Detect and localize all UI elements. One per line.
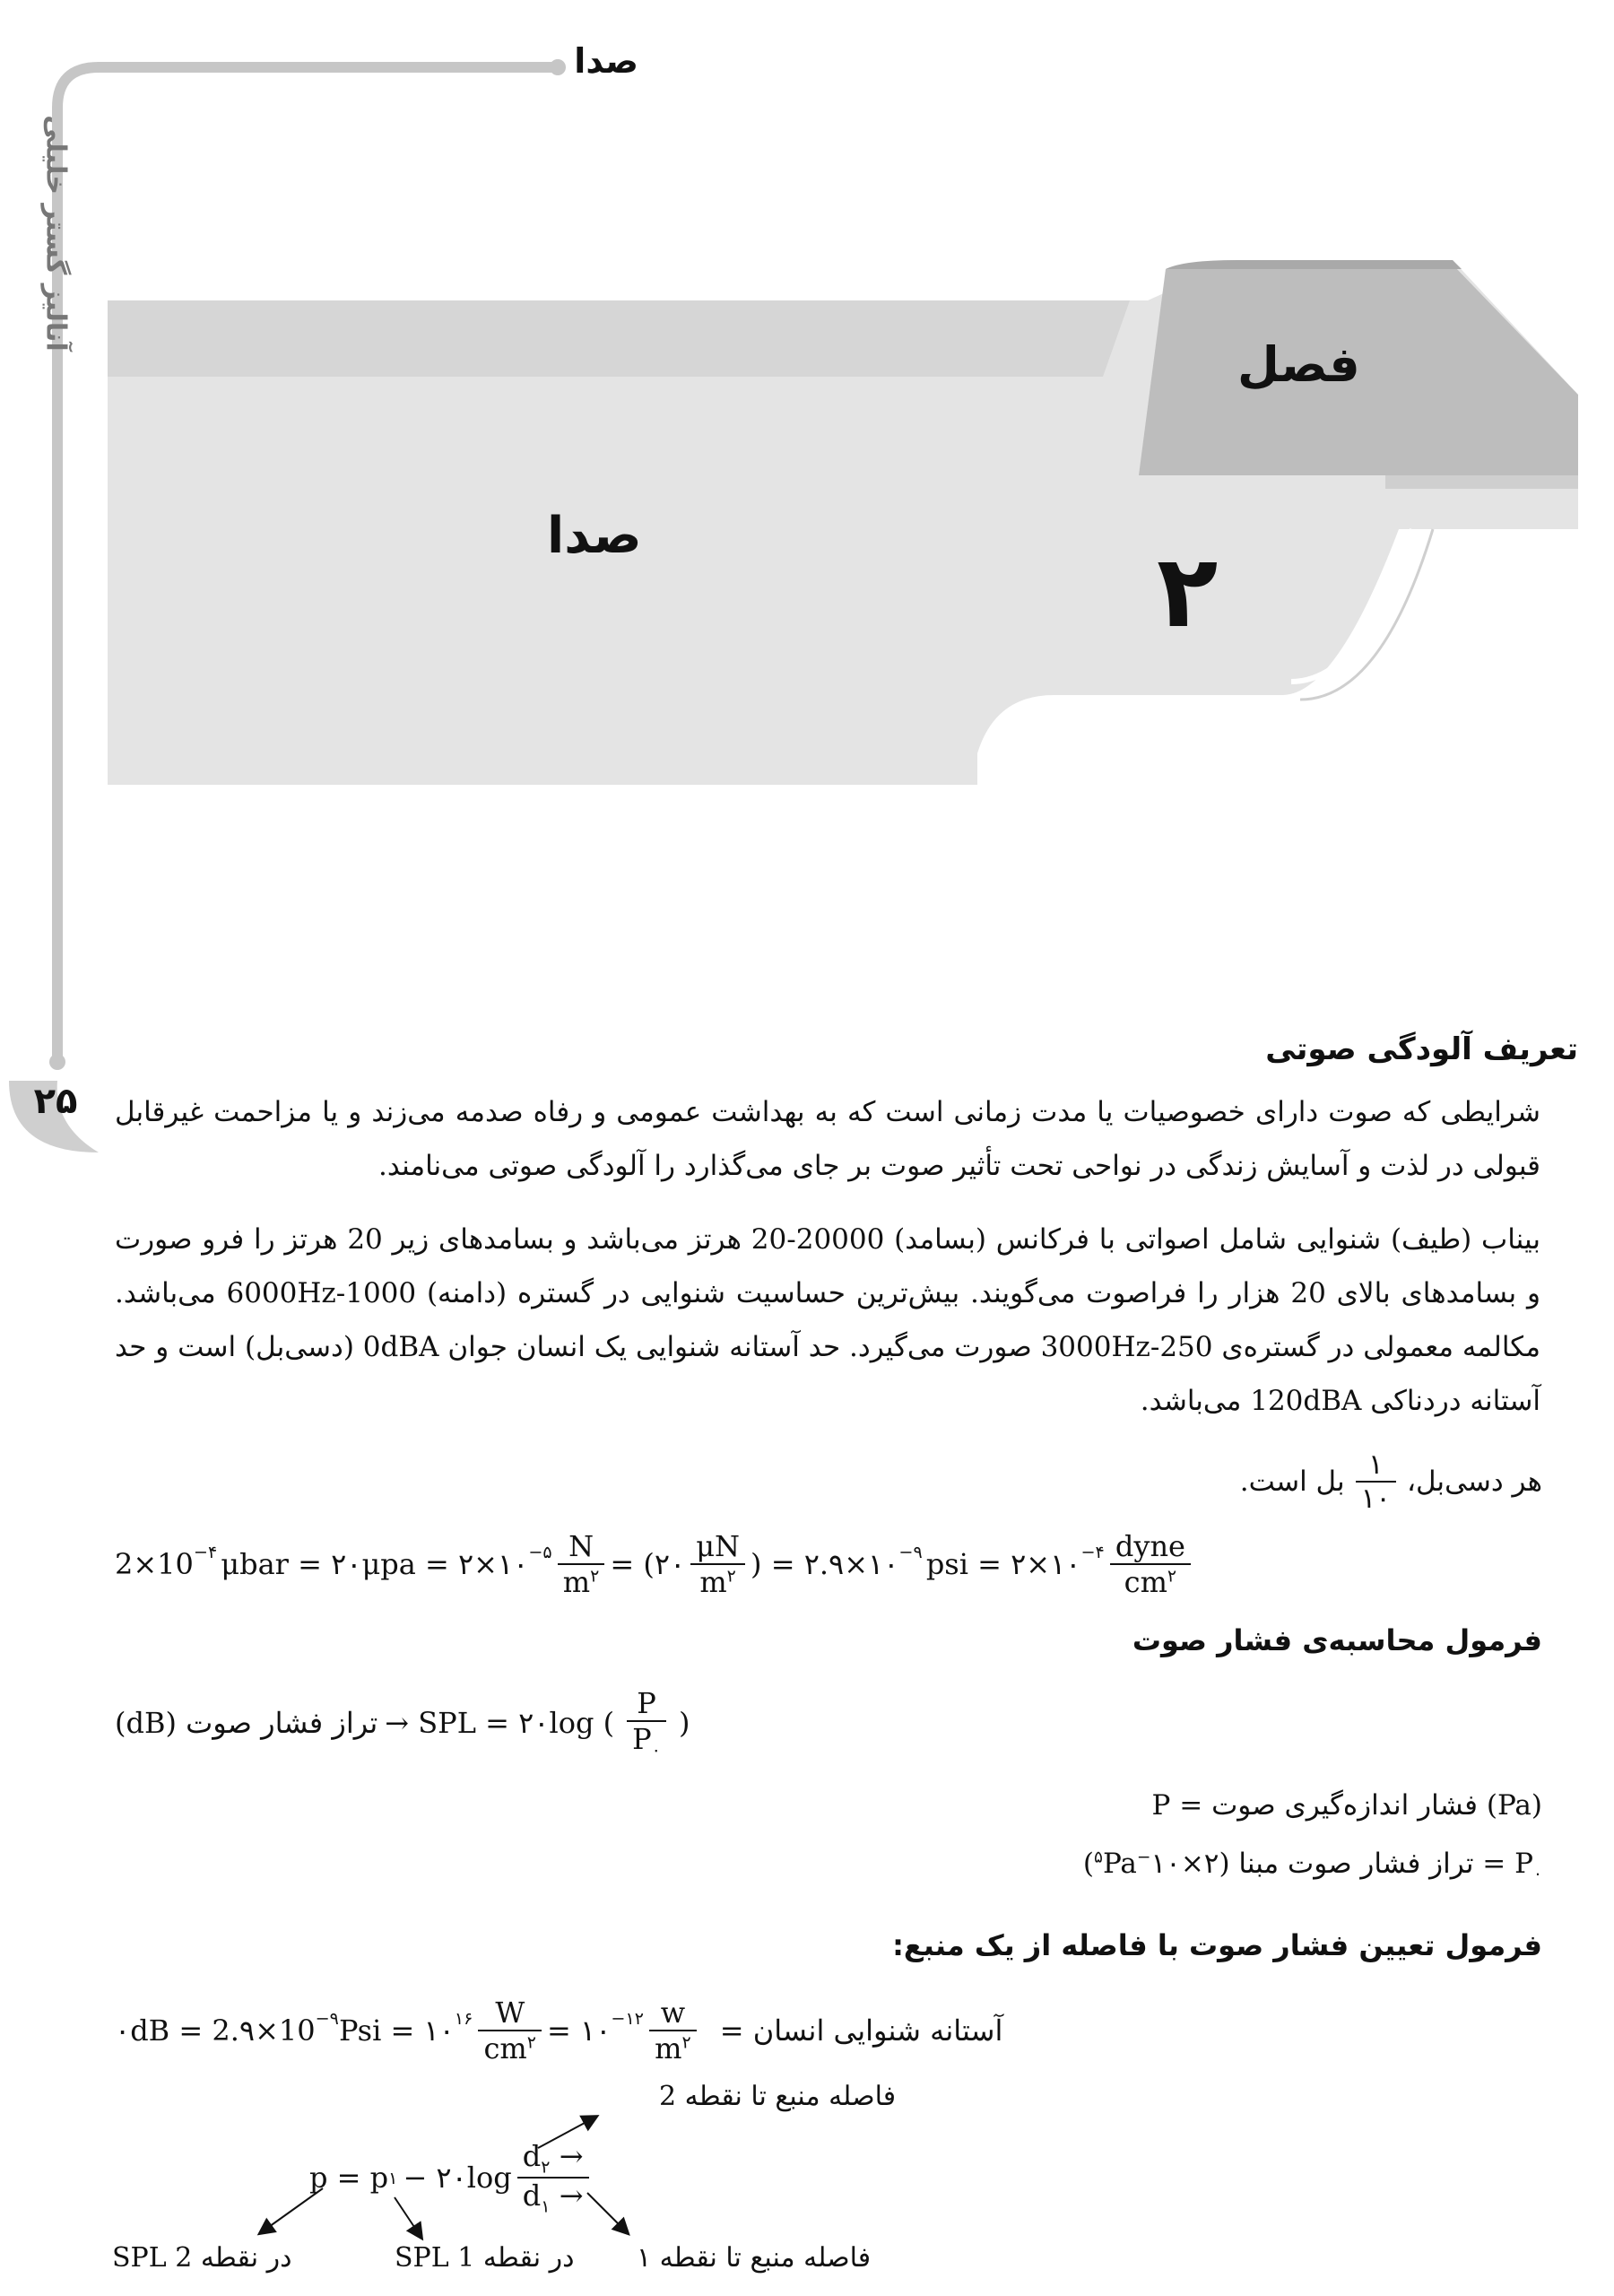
def-p0-tail: Pa) — [1082, 1848, 1137, 1880]
teq-a: ۰dB = 2.۹×10 — [115, 2013, 316, 2048]
spl-eq-right: ) — [678, 1706, 690, 1741]
teq-e-den-exp: ۲ — [681, 2031, 691, 2053]
chapter-label: فصل — [1237, 336, 1360, 393]
ueq-d-den-exp: ۲ — [726, 1565, 736, 1587]
teq-b: Psi = ۱۰ — [338, 2013, 455, 2048]
decibel-fraction-den: ۱۰ — [1360, 1483, 1391, 1515]
teq-e-den: m — [655, 2031, 682, 2066]
running-title: صدا — [574, 41, 638, 81]
deq-num-arrow: → — [559, 2139, 584, 2173]
teq-c-num: W — [478, 1996, 542, 2031]
ueq-b: μbar = ۲۰μpa = ۲×۱۰ — [221, 1547, 529, 1581]
spl-heading: فرمول محاسبه‌ی فشار صوت — [1132, 1623, 1542, 1657]
label-dist-1: فاصله منبع تا نقطه ۱ — [637, 2242, 872, 2274]
ueq-a-exp: −۴ — [193, 1541, 218, 1562]
def-p0-exp: −۵ — [1093, 1848, 1151, 1867]
ueq-c-num: N — [558, 1529, 605, 1565]
def-p: P = فشار اندازه‌گیری صوت (Pa) — [1151, 1789, 1542, 1822]
teq-c-den-exp: ۲ — [526, 2031, 537, 2053]
arrow-to-spl-1 — [395, 2197, 421, 2238]
teq-d: = ۱۰ — [547, 2013, 612, 2048]
deq-mid: − ۲۰log — [403, 2161, 512, 2196]
page-number: ۲۵ — [33, 1081, 78, 1122]
arrow-to-dist-1 — [587, 2193, 628, 2233]
decibel-fraction-num: ۱ — [1356, 1448, 1396, 1483]
def-p0-text: = تراز فشار صوت مبنا (۲×۱۰ — [1150, 1848, 1506, 1880]
ueq-c-den: m — [562, 1565, 591, 1599]
spl-label: (dB) تراز فشار صوت — [115, 1706, 378, 1741]
teq-c-den: cm — [483, 2031, 527, 2066]
ueq-d-num: μN — [690, 1529, 745, 1565]
spl-den-sub: ۰ — [651, 1739, 661, 1761]
side-text-label: آنالیز گستر خلیلی — [39, 115, 72, 352]
paragraph-2: بیناب (طیف) شنوایی شامل اصواتی با فرکانس (بسامد) 20000-20 هرتز می‌باشد و بسامدهای زیر 20 هرتز را فرو صورت و بسامدهای بالای 20 هزار را فراصوت می‌گویند. بیش‌ترین حساسیت شنوایی در گستره (دامنه) 1000-6000Hz می‌باشد. مکالمه معمولی در گستره‌ی 250-3000Hz صورت می‌گیرد. حد آستانه شنوایی یک انسان جوان 0dBA (دسی‌بل) است و حد آستانه دردناکی 120dBA می‌باشد. — [115, 1223, 1541, 1417]
deq-left-sub: ۱ — [388, 2167, 398, 2188]
label-spl-1: SPL در نقطه 1 — [395, 2242, 575, 2274]
teq-b-exp: ۱۶ — [454, 2007, 473, 2029]
threshold-label: آستانه شنوایی انسان = — [719, 2013, 1003, 2048]
deq-den-sub: ۱ — [541, 2196, 551, 2217]
section-heading: تعریف آلودگی صوتی — [1265, 1031, 1578, 1067]
teq-d-exp: −۱۲ — [611, 2007, 645, 2029]
ueq-e-exp: −۹ — [898, 1541, 923, 1562]
ueq-g-num: dyne — [1110, 1529, 1191, 1565]
arrow-to-dist-2 — [538, 2117, 596, 2148]
paragraph-1: شرایطی که صوت دارای خصوصیات یا مدت زمانی است که به بهداشت عمومی و رفاه صدمه می‌زند و یا مزاحمت غیرقابل قبولی در لذت و آسایش زندگی در نواحی تحت تأثیر صوت بر جای می‌گذارد را آلودگی صوتی می‌نامند. — [115, 1096, 1540, 1182]
deq-left: p = p — [309, 2161, 389, 2196]
decibel-tail: بل است. — [1239, 1465, 1345, 1498]
spl-num: P — [627, 1686, 666, 1722]
label-dist-2: فاصله منبع تا نقطه 2 — [659, 2081, 897, 2112]
arrow-to-spl-2 — [260, 2188, 323, 2233]
ueq-g-den: cm — [1124, 1565, 1167, 1599]
deq-num: d — [522, 2139, 542, 2173]
spl-den: P — [632, 1722, 652, 1756]
ueq-d-pre: = (۲۰ — [610, 1547, 686, 1581]
label-spl-2: SPL در نقطه 2 — [112, 2242, 292, 2274]
def-p0-label: P — [1514, 1848, 1533, 1880]
chapter-number: ۲ — [1157, 534, 1219, 650]
ueq-e: ) = ۲.۹×۱۰ — [751, 1547, 899, 1581]
def-p0-sub: ۰ — [1533, 1865, 1542, 1884]
ueq-f-exp: −۴ — [1080, 1541, 1105, 1562]
teq-a-exp: −۹ — [315, 2007, 339, 2029]
ueq-b-exp: −۵ — [528, 1541, 552, 1562]
deq-den-arrow: → — [559, 2179, 584, 2213]
distance-heading: فرمول تعیین فشار صوت با فاصله از یک منبع: — [892, 1928, 1542, 1962]
ueq-d-den: m — [699, 1565, 727, 1599]
deq-num-sub: ۲ — [541, 2156, 551, 2178]
spl-eq-left: → SPL = ۲۰log ( — [385, 1706, 615, 1741]
ueq-g-den-exp: ۲ — [1167, 1565, 1177, 1587]
ueq-f: psi = ۲×۱۰ — [925, 1547, 1081, 1581]
chapter-title: صدا — [547, 507, 642, 565]
ueq-a: 2×10 — [115, 1547, 194, 1581]
ueq-c-den-exp: ۲ — [590, 1565, 600, 1587]
teq-e-num: w — [649, 1996, 697, 2031]
deq-den: d — [522, 2179, 542, 2213]
decibel-text: هر دسی‌بل، — [1406, 1465, 1542, 1498]
